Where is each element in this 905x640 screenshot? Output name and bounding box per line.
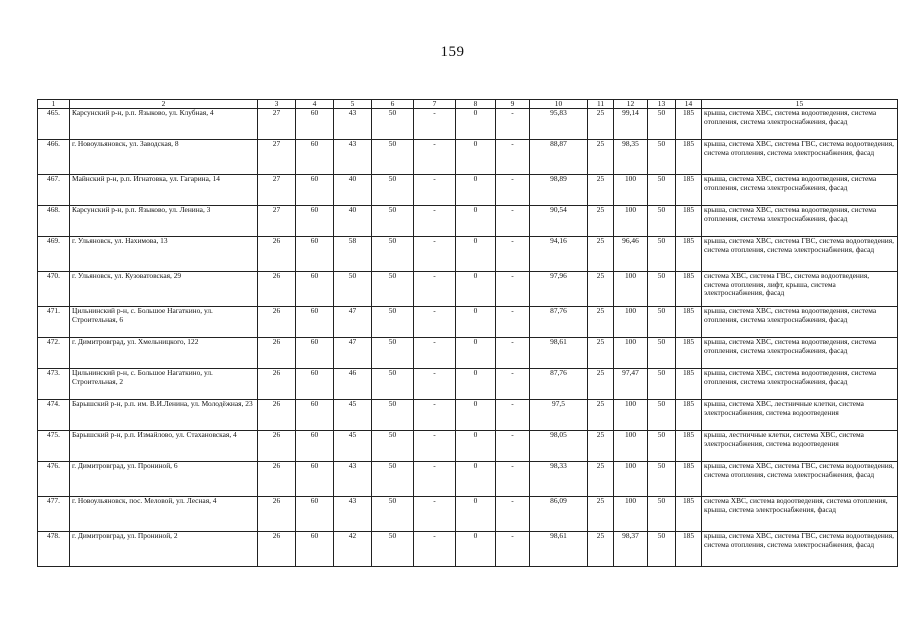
cell-works-list: крыша, система ХВС, система водоотведения, система отопления, система электроснабжения, фасад	[702, 338, 898, 369]
cell-col-10: 90,54	[530, 206, 588, 237]
cell-col-9: -	[496, 307, 530, 338]
cell-col-7: -	[414, 175, 456, 206]
cell-col-3: 26	[258, 497, 296, 532]
cell-address: Цильнинский р-н, с. Большое Нагаткино, ул. Строительная, 2	[70, 369, 258, 400]
cell-col-14: 185	[676, 369, 702, 400]
cell-works-list: крыша, система ХВС, система водоотведения, система отопления, система электроснабжения, фасад	[702, 206, 898, 237]
cell-address: г. Димитровград, ул. Прониной, 6	[70, 462, 258, 497]
cell-col-7: -	[414, 400, 456, 431]
cell-works-list: крыша, система ХВС, система ГВС, система водоотведения, система отопления, система электроснабжения, фасад	[702, 237, 898, 272]
cell-col-4: 60	[296, 532, 334, 567]
cell-col-6: 50	[372, 307, 414, 338]
cell-col-8: 0	[456, 272, 496, 307]
cell-col-7: -	[414, 497, 456, 532]
table-row	[38, 431, 898, 462]
cell-col-4: 60	[296, 338, 334, 369]
cell-col-12: 100	[614, 307, 648, 338]
cell-col-8: 0	[456, 338, 496, 369]
cell-row-number: 472.	[38, 338, 70, 369]
col-header-5: 5	[334, 100, 372, 109]
cell-col-6: 50	[372, 109, 414, 140]
cell-col-10: 86,09	[530, 497, 588, 532]
cell-col-11: 25	[588, 431, 614, 462]
table-row	[38, 206, 898, 237]
col-header-13: 13	[648, 100, 676, 109]
cell-col-7: -	[414, 431, 456, 462]
cell-row-number: 475.	[38, 431, 70, 462]
cell-col-5: 43	[334, 140, 372, 175]
cell-col-12: 98,37	[614, 532, 648, 567]
cell-col-13: 50	[648, 369, 676, 400]
table-body	[38, 109, 898, 567]
cell-col-8: 0	[456, 497, 496, 532]
cell-col-6: 50	[372, 338, 414, 369]
cell-col-5: 45	[334, 431, 372, 462]
cell-col-5: 43	[334, 462, 372, 497]
cell-col-3: 26	[258, 369, 296, 400]
cell-col-9: -	[496, 272, 530, 307]
cell-col-14: 185	[676, 400, 702, 431]
cell-col-6: 50	[372, 369, 414, 400]
cell-col-10: 87,76	[530, 369, 588, 400]
cell-row-number: 469.	[38, 237, 70, 272]
cell-row-number: 468.	[38, 206, 70, 237]
cell-col-8: 0	[456, 307, 496, 338]
cell-col-10: 88,87	[530, 140, 588, 175]
cell-col-14: 185	[676, 140, 702, 175]
cell-address: Цильнинский р-н, с. Большое Нагаткино, ул. Строительная, 6	[70, 307, 258, 338]
cell-address: Карсунский р-н, р.п. Языково, ул. Клубная, 4	[70, 109, 258, 140]
header-row	[38, 100, 898, 109]
cell-col-11: 25	[588, 462, 614, 497]
cell-col-4: 60	[296, 109, 334, 140]
cell-col-7: -	[414, 338, 456, 369]
cell-col-11: 25	[588, 140, 614, 175]
col-header-12: 12	[614, 100, 648, 109]
cell-col-14: 185	[676, 431, 702, 462]
cell-col-8: 0	[456, 431, 496, 462]
cell-col-14: 185	[676, 206, 702, 237]
cell-col-4: 60	[296, 462, 334, 497]
cell-col-12: 98,35	[614, 140, 648, 175]
cell-works-list: крыша, система ХВС, система водоотведения, система отопления, система электроснабжения, фасад	[702, 369, 898, 400]
cell-col-9: -	[496, 175, 530, 206]
cell-col-6: 50	[372, 237, 414, 272]
cell-col-9: -	[496, 532, 530, 567]
cell-col-9: -	[496, 206, 530, 237]
cell-col-3: 27	[258, 206, 296, 237]
table-row	[38, 338, 898, 369]
cell-col-9: -	[496, 369, 530, 400]
cell-address: г. Димитровград, ул. Хмельницкого, 122	[70, 338, 258, 369]
cell-col-3: 27	[258, 109, 296, 140]
cell-col-12: 100	[614, 338, 648, 369]
cell-col-5: 42	[334, 532, 372, 567]
table-row	[38, 369, 898, 400]
cell-col-14: 185	[676, 307, 702, 338]
cell-col-3: 26	[258, 338, 296, 369]
cell-col-4: 60	[296, 206, 334, 237]
cell-address: г. Новоульяновск, ул. Заводская, 8	[70, 140, 258, 175]
cell-col-5: 58	[334, 237, 372, 272]
table-row	[38, 272, 898, 307]
cell-col-13: 50	[648, 109, 676, 140]
cell-col-11: 25	[588, 206, 614, 237]
col-header-1: 1	[38, 100, 70, 109]
cell-col-6: 50	[372, 400, 414, 431]
cell-row-number: 478.	[38, 532, 70, 567]
cell-col-11: 25	[588, 109, 614, 140]
cell-col-4: 60	[296, 307, 334, 338]
cell-col-13: 50	[648, 237, 676, 272]
col-header-8: 8	[456, 100, 496, 109]
col-header-10: 10	[530, 100, 588, 109]
cell-works-list: крыша, система ХВС, лестничные клетки, система электроснабжения, система водоотведения	[702, 400, 898, 431]
cell-col-11: 25	[588, 307, 614, 338]
cell-col-13: 50	[648, 532, 676, 567]
col-header-3: 3	[258, 100, 296, 109]
cell-col-6: 50	[372, 140, 414, 175]
cell-col-3: 27	[258, 140, 296, 175]
cell-col-14: 185	[676, 462, 702, 497]
cell-col-9: -	[496, 109, 530, 140]
cell-col-4: 60	[296, 431, 334, 462]
cell-col-9: -	[496, 431, 530, 462]
cell-col-5: 40	[334, 206, 372, 237]
cell-works-list: крыша, система ХВС, система водоотведения, система отопления, система электроснабжения, фасад	[702, 109, 898, 140]
table-row	[38, 175, 898, 206]
table-row	[38, 307, 898, 338]
cell-works-list: система ХВС, система водоотведения, система отопления, крыша, система электроснабжения, фасад	[702, 497, 898, 532]
cell-col-6: 50	[372, 462, 414, 497]
cell-col-3: 26	[258, 237, 296, 272]
cell-works-list: крыша, система ХВС, система водоотведения, система отопления, система электроснабжения, фасад	[702, 307, 898, 338]
cell-address: г. Димитровград, ул. Прониной, 2	[70, 532, 258, 567]
cell-col-3: 27	[258, 175, 296, 206]
cell-col-4: 60	[296, 237, 334, 272]
cell-col-10: 87,76	[530, 307, 588, 338]
cell-col-8: 0	[456, 237, 496, 272]
cell-address: Майнский р-н, р.п. Игнатовка, ул. Гагарина, 14	[70, 175, 258, 206]
cell-col-4: 60	[296, 497, 334, 532]
cell-row-number: 474.	[38, 400, 70, 431]
cell-col-6: 50	[372, 532, 414, 567]
cell-col-5: 47	[334, 307, 372, 338]
cell-col-7: -	[414, 272, 456, 307]
cell-col-12: 96,46	[614, 237, 648, 272]
cell-col-13: 50	[648, 431, 676, 462]
cell-col-13: 50	[648, 272, 676, 307]
cell-row-number: 467.	[38, 175, 70, 206]
cell-col-4: 60	[296, 140, 334, 175]
col-header-4: 4	[296, 100, 334, 109]
cell-col-12: 97,47	[614, 369, 648, 400]
cell-col-14: 185	[676, 237, 702, 272]
table-row	[38, 109, 898, 140]
cell-col-7: -	[414, 307, 456, 338]
table-row	[38, 237, 898, 272]
cell-col-7: -	[414, 462, 456, 497]
cell-col-10: 97,96	[530, 272, 588, 307]
cell-col-14: 185	[676, 272, 702, 307]
cell-col-9: -	[496, 338, 530, 369]
housing-registry-table	[37, 99, 898, 567]
cell-col-8: 0	[456, 369, 496, 400]
cell-col-6: 50	[372, 206, 414, 237]
cell-row-number: 465.	[38, 109, 70, 140]
cell-col-14: 185	[676, 338, 702, 369]
cell-col-9: -	[496, 237, 530, 272]
col-header-6: 6	[372, 100, 414, 109]
cell-col-3: 26	[258, 532, 296, 567]
cell-col-7: -	[414, 109, 456, 140]
cell-col-8: 0	[456, 109, 496, 140]
cell-works-list: крыша, система ХВС, система ГВС, система водоотведения, система отопления, система электроснабжения, фасад	[702, 532, 898, 567]
page-number: 159	[440, 44, 465, 60]
cell-col-11: 25	[588, 400, 614, 431]
cell-col-14: 185	[676, 109, 702, 140]
cell-col-12: 100	[614, 497, 648, 532]
cell-works-list: крыша, лестничные клетки, система ХВС, система электроснабжения, система водоотведения	[702, 431, 898, 462]
col-header-9: 9	[496, 100, 530, 109]
cell-col-13: 50	[648, 462, 676, 497]
table-row	[38, 462, 898, 497]
cell-col-8: 0	[456, 206, 496, 237]
cell-col-12: 99,14	[614, 109, 648, 140]
cell-col-4: 60	[296, 272, 334, 307]
table-row	[38, 532, 898, 567]
cell-col-13: 50	[648, 338, 676, 369]
cell-col-13: 50	[648, 497, 676, 532]
cell-col-14: 185	[676, 532, 702, 567]
cell-col-12: 100	[614, 400, 648, 431]
cell-col-12: 100	[614, 462, 648, 497]
cell-col-8: 0	[456, 532, 496, 567]
cell-row-number: 466.	[38, 140, 70, 175]
cell-row-number: 477.	[38, 497, 70, 532]
cell-col-7: -	[414, 369, 456, 400]
cell-col-10: 98,61	[530, 532, 588, 567]
cell-col-3: 26	[258, 307, 296, 338]
cell-col-10: 94,16	[530, 237, 588, 272]
cell-col-8: 0	[456, 400, 496, 431]
cell-col-9: -	[496, 462, 530, 497]
cell-col-11: 25	[588, 237, 614, 272]
cell-col-7: -	[414, 532, 456, 567]
cell-works-list: крыша, система ХВС, система ГВС, система водоотведения, система отопления, система электроснабжения, фасад	[702, 462, 898, 497]
table-row	[38, 497, 898, 532]
cell-col-9: -	[496, 497, 530, 532]
cell-col-13: 50	[648, 400, 676, 431]
cell-col-5: 46	[334, 369, 372, 400]
cell-col-3: 26	[258, 400, 296, 431]
cell-row-number: 471.	[38, 307, 70, 338]
cell-col-12: 100	[614, 175, 648, 206]
cell-col-6: 50	[372, 497, 414, 532]
cell-address: Барышский р-н, р.п. им. В.И.Ленина, ул. Молодёжная, 23	[70, 400, 258, 431]
cell-col-5: 47	[334, 338, 372, 369]
cell-col-3: 26	[258, 431, 296, 462]
cell-works-list: система ХВС, система ГВС, система водоотведения, система отопления, лифт, крыша, система электроснабжения, фасад	[702, 272, 898, 307]
cell-col-13: 50	[648, 175, 676, 206]
cell-col-14: 185	[676, 175, 702, 206]
cell-col-10: 98,33	[530, 462, 588, 497]
cell-row-number: 473.	[38, 369, 70, 400]
cell-col-7: -	[414, 237, 456, 272]
cell-col-10: 98,05	[530, 431, 588, 462]
cell-col-12: 100	[614, 272, 648, 307]
cell-col-7: -	[414, 140, 456, 175]
col-header-11: 11	[588, 100, 614, 109]
cell-row-number: 476.	[38, 462, 70, 497]
col-header-7: 7	[414, 100, 456, 109]
col-header-14: 14	[676, 100, 702, 109]
col-header-15: 15	[702, 100, 898, 109]
cell-col-11: 25	[588, 369, 614, 400]
table-row	[38, 140, 898, 175]
cell-col-12: 100	[614, 431, 648, 462]
cell-col-10: 95,83	[530, 109, 588, 140]
cell-col-6: 50	[372, 272, 414, 307]
col-header-2: 2	[70, 100, 258, 109]
cell-col-5: 50	[334, 272, 372, 307]
cell-col-11: 25	[588, 175, 614, 206]
cell-row-number: 470.	[38, 272, 70, 307]
cell-col-9: -	[496, 140, 530, 175]
cell-col-5: 40	[334, 175, 372, 206]
cell-col-6: 50	[372, 431, 414, 462]
cell-col-3: 26	[258, 462, 296, 497]
cell-col-12: 100	[614, 206, 648, 237]
cell-col-5: 43	[334, 109, 372, 140]
cell-col-5: 43	[334, 497, 372, 532]
cell-col-13: 50	[648, 140, 676, 175]
cell-col-11: 25	[588, 272, 614, 307]
cell-col-7: -	[414, 206, 456, 237]
cell-col-8: 0	[456, 140, 496, 175]
cell-address: Барышский р-н, р.п. Измайлово, ул. Стахановская, 4	[70, 431, 258, 462]
cell-address: г. Новоульяновск, пос. Меловой, ул. Лесная, 4	[70, 497, 258, 532]
cell-col-13: 50	[648, 206, 676, 237]
cell-col-4: 60	[296, 175, 334, 206]
cell-col-10: 98,89	[530, 175, 588, 206]
cell-col-11: 25	[588, 338, 614, 369]
cell-col-13: 50	[648, 307, 676, 338]
cell-col-8: 0	[456, 175, 496, 206]
cell-col-11: 25	[588, 532, 614, 567]
cell-col-6: 50	[372, 175, 414, 206]
cell-works-list: крыша, система ХВС, система ГВС, система водоотведения, система отопления, система электроснабжения, фасад	[702, 140, 898, 175]
cell-col-5: 45	[334, 400, 372, 431]
cell-address: Карсунский р-н, р.п. Языково, ул. Ленина, 3	[70, 206, 258, 237]
cell-address: г. Ульяновск, ул. Нахимова, 13	[70, 237, 258, 272]
cell-col-11: 25	[588, 497, 614, 532]
cell-col-14: 185	[676, 497, 702, 532]
cell-col-10: 98,61	[530, 338, 588, 369]
cell-works-list: крыша, система ХВС, система водоотведения, система отопления, система электроснабжения, фасад	[702, 175, 898, 206]
table-row	[38, 400, 898, 431]
cell-col-4: 60	[296, 369, 334, 400]
cell-col-4: 60	[296, 400, 334, 431]
cell-col-3: 26	[258, 272, 296, 307]
cell-col-8: 0	[456, 462, 496, 497]
cell-col-10: 97,5	[530, 400, 588, 431]
cell-col-9: -	[496, 400, 530, 431]
cell-address: г. Ульяновск, ул. Кузоватовская, 29	[70, 272, 258, 307]
